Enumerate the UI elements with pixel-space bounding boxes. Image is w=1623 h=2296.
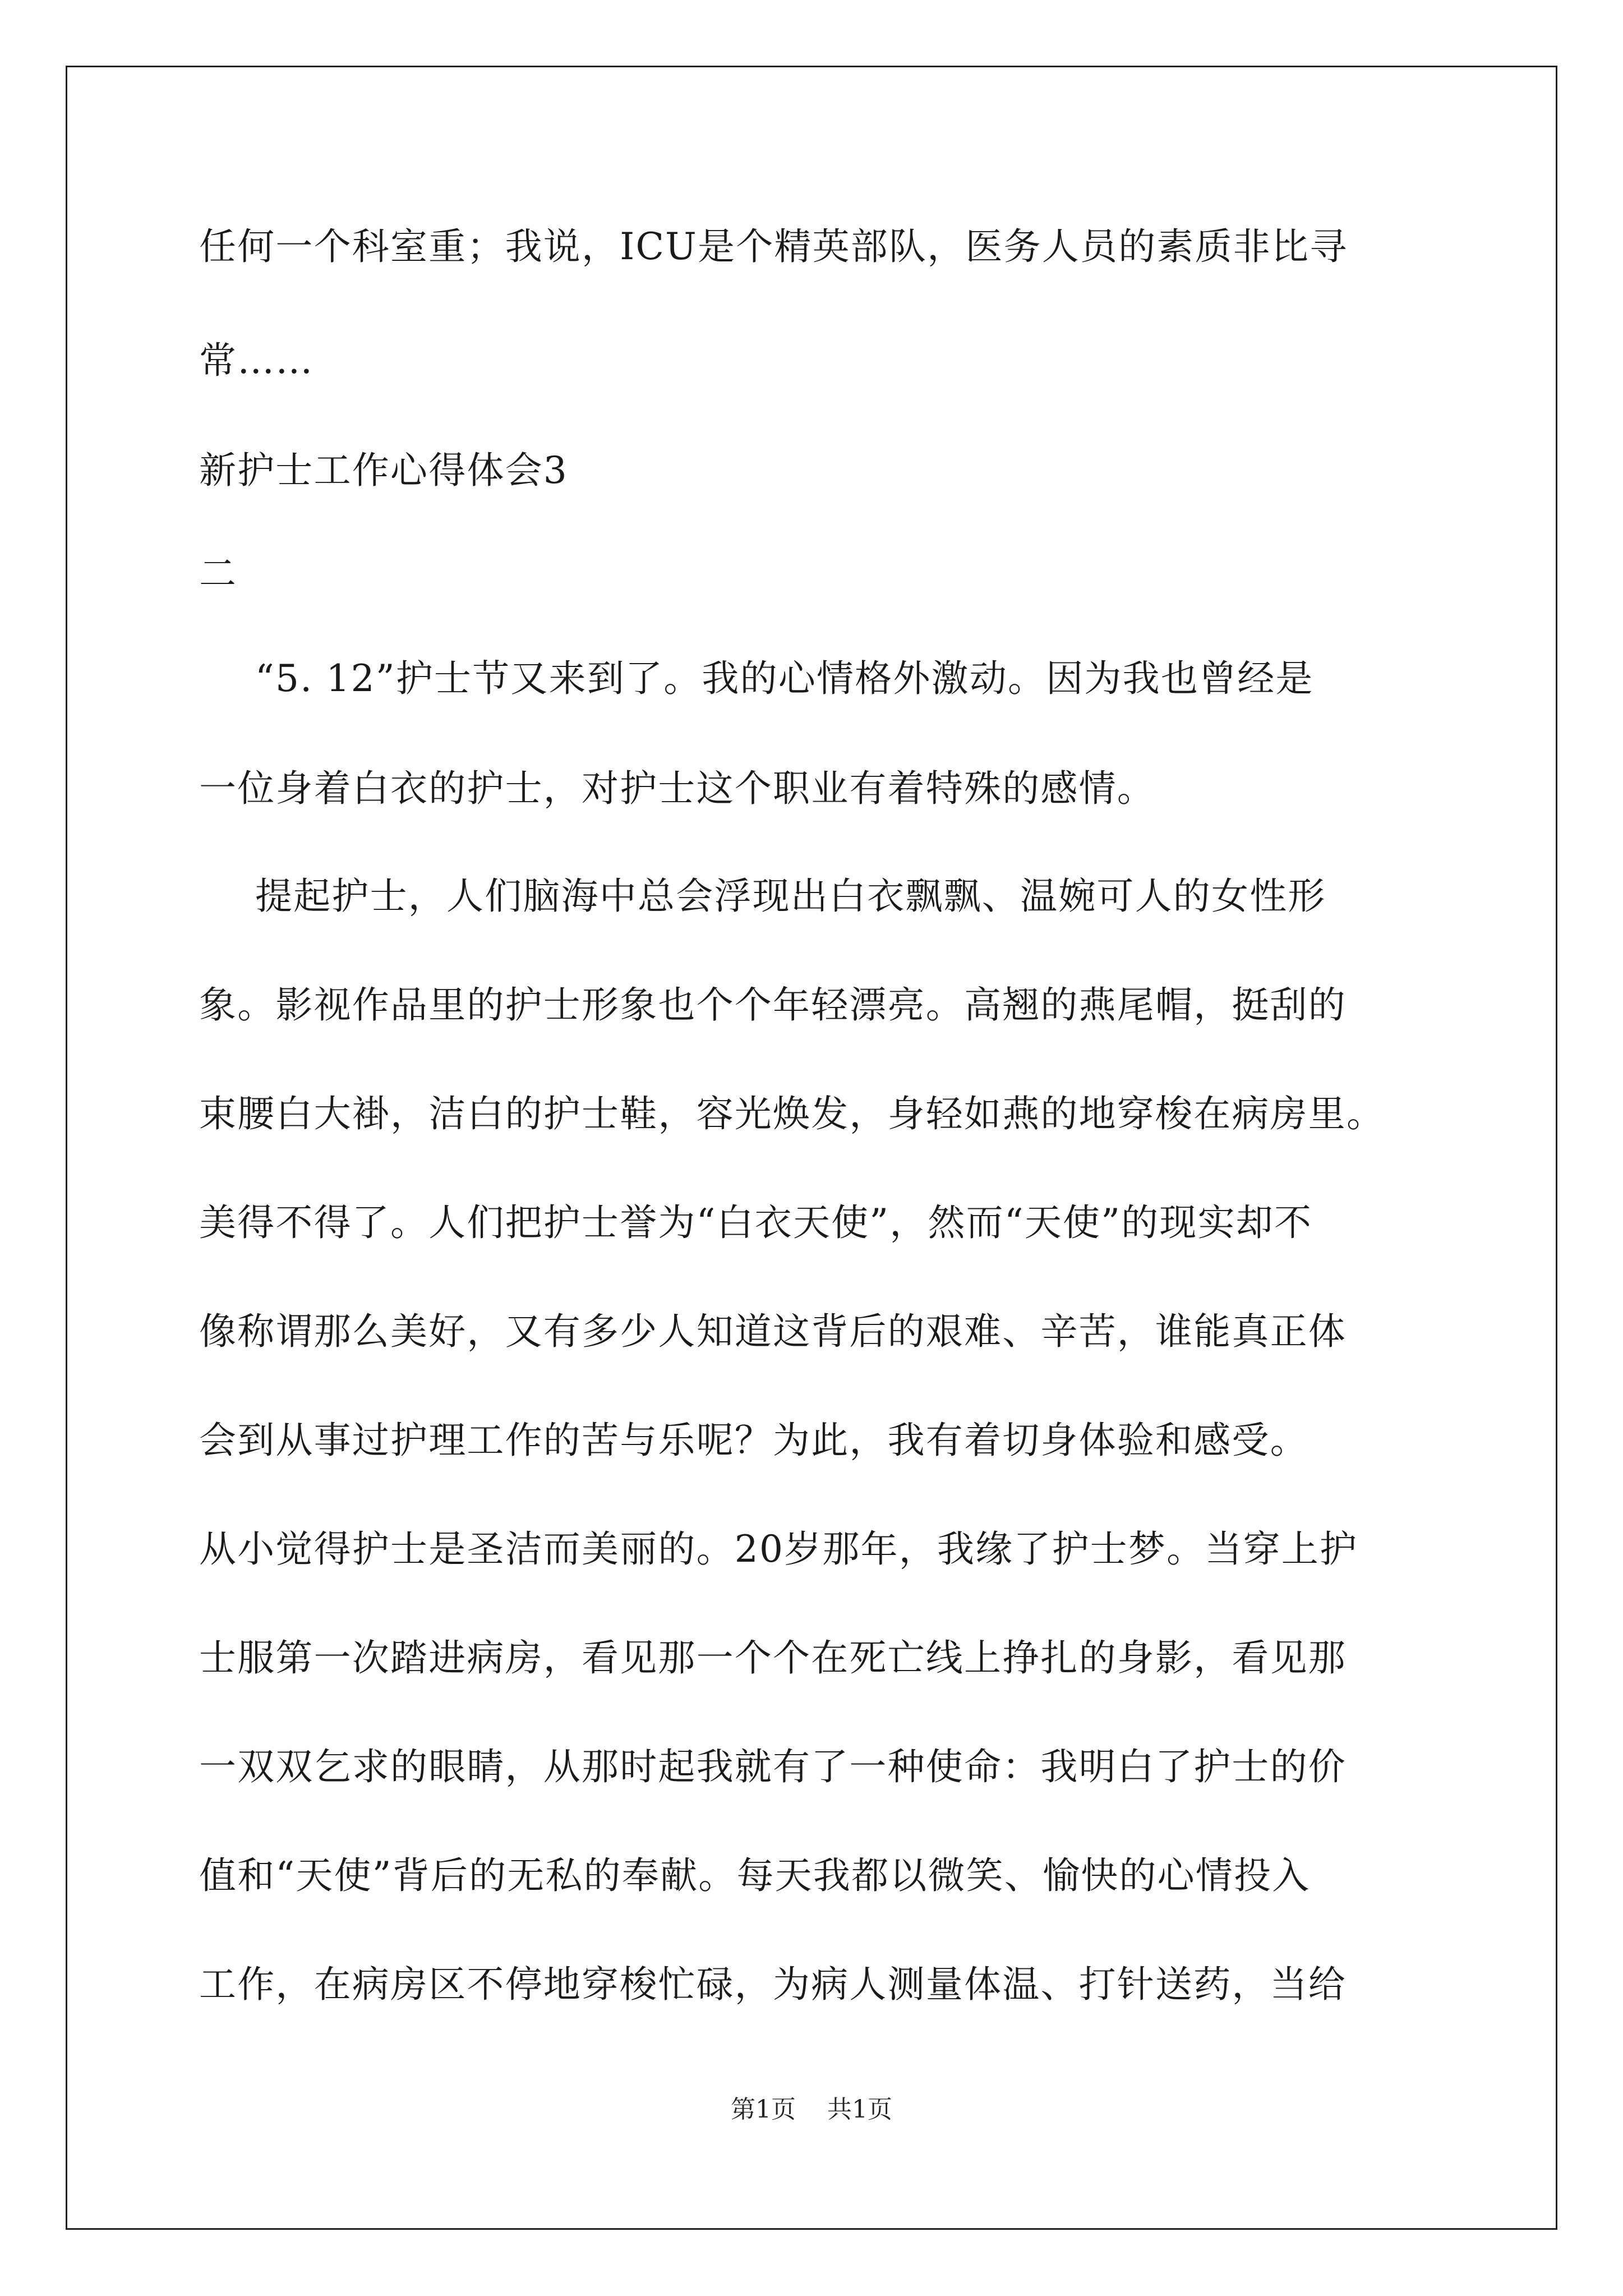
text-line: 象。影视作品里的护士形象也个个年轻漂亮。高翘的燕尾帽，挺刮的 bbox=[199, 983, 1347, 1027]
text-line: 值和“天使”背后的无私的奉献。每天我都以微笑、愉快的心情投入 bbox=[199, 1854, 1311, 1897]
text-line: 提起护士，人们脑海中总会浮现出白衣飘飘、温婉可人的女性形 bbox=[255, 875, 1326, 918]
text-line: 士服第一次踏进病房，看见那一个个在死亡线上挣扎的身影，看见那 bbox=[199, 1636, 1347, 1680]
page-footer: 第1页 共1页 bbox=[731, 2095, 892, 2124]
text-line: 常…… bbox=[199, 339, 314, 382]
page-border bbox=[66, 66, 1557, 2230]
text-line: 一双双乞求的眼睛，从那时起我就有了一种使命：我明白了护士的价 bbox=[199, 1745, 1347, 1788]
text-line: 从小觉得护士是圣洁而美丽的。20岁那年，我缘了护士梦。当穿上护 bbox=[199, 1527, 1358, 1571]
section-heading: 新护士工作心得体会3 bbox=[199, 449, 568, 492]
text-line: 美得不得了。人们把护士誉为“白衣天使”，然而“天使”的现实却不 bbox=[199, 1201, 1313, 1244]
text-line: 一位身着白衣的护士，对护士这个职业有着特殊的感情。 bbox=[199, 767, 1155, 810]
section-number: 二 bbox=[199, 552, 238, 595]
text-line: 会到从事过护理工作的苦与乐呢？为此，我有着切身体验和感受。 bbox=[199, 1419, 1308, 1462]
text-line: 工作，在病房区不停地穿梭忙碌，为病人测量体温、打针送药，当给 bbox=[199, 1963, 1347, 2006]
text-line: 束腰白大褂，洁白的护士鞋，容光焕发，身轻如燕的地穿梭在病房里。 bbox=[199, 1092, 1385, 1135]
text-line: 任何一个科室重；我说，ICU是个精英部队，医务人员的素质非比寻 bbox=[199, 225, 1348, 268]
text-line: “5. 12”护士节又来到了。我的心情格外激动。因为我也曾经是 bbox=[255, 657, 1314, 700]
text-line: 像称谓那么美好，又有多少人知道这背后的艰难、辛苦，谁能真正体 bbox=[199, 1310, 1347, 1353]
